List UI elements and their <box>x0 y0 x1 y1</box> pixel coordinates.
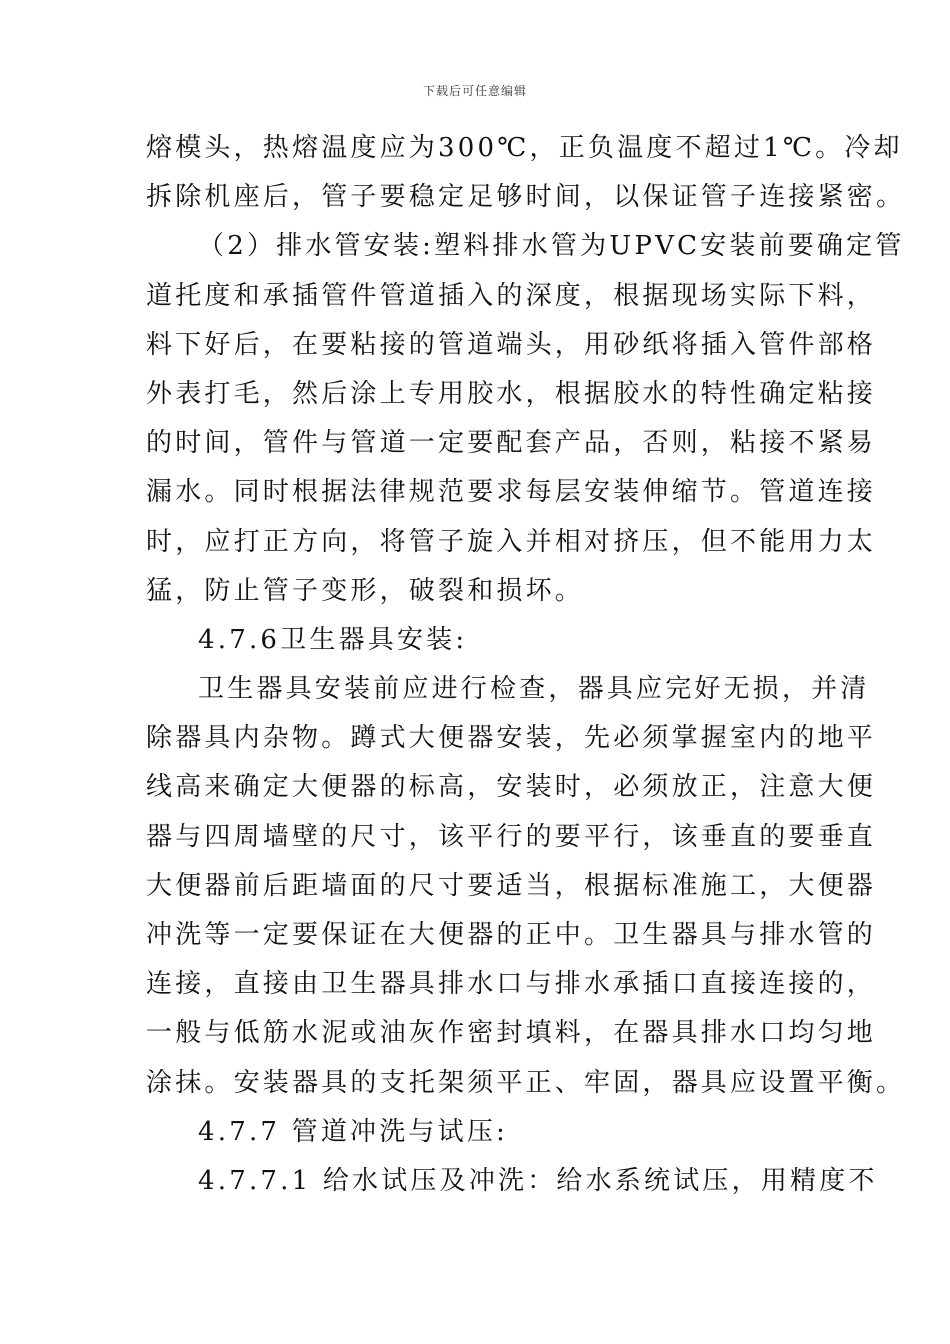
text-line: 除器具内杂物。蹲式大便器安装，先必须掌握室内的地平 <box>146 723 877 754</box>
text-line: 4.7.6卫生器具安装: <box>198 624 468 655</box>
text-line: 一般与低筋水泥或油灰作密封填料，在器具排水口均匀地 <box>146 1018 877 1049</box>
document-body <box>146 124 906 1206</box>
text-line: 的时间，管件与管道一定要配套产品，否则，粘接不紧易 <box>146 428 877 459</box>
text-line: 外表打毛，然后涂上专用胶水，根据胶水的特性确定粘接 <box>146 378 877 409</box>
text-line: 道托度和承插管件管道插入的深度，根据现场实际下料， <box>146 280 877 311</box>
text-line: 拆除机座后，管子要稳定足够时间，以保证管子连接紧密。 <box>146 182 906 213</box>
text-line: 熔模头，热熔温度应为300℃，正负温度不超过1℃。冷却 <box>146 133 903 163</box>
text-line: 冲洗等一定要保证在大便器的正中。卫生器具与排水管的 <box>146 920 877 950</box>
text-line: 猛，防止管子变形，破裂和损坏。 <box>146 575 585 606</box>
text-line: 漏水。同时根据法律规范要求每层安装伸缩节。管道连接 <box>146 477 877 508</box>
text-line: 卫生器具安装前应进行检查，器具应完好无损，并清 <box>198 674 870 705</box>
text-line: （2）排水管安装:塑料排水管为UPVC安装前要确定管 <box>198 231 905 262</box>
text-line: 时，应打正方向，将管子旋入并相对挤压，但不能用力太 <box>146 526 877 557</box>
text-line: 涂抹。安装器具的支托架须平正、牢固，器具应设置平衡。 <box>146 1067 906 1098</box>
text-line: 大便器前后距墙面的尺寸要适当，根据标准施工，大便器 <box>146 870 877 901</box>
text-line: 4.7.7 管道冲洗与试压: <box>198 1116 508 1147</box>
text-line: 器与四周墙壁的尺寸，该平行的要平行，该垂直的要垂直 <box>146 821 877 852</box>
text-line: 4.7.7.1 给水试压及冲洗：给水系统试压，用精度不 <box>198 1165 878 1196</box>
text-line: 线高来确定大便器的标高，安装时，必须放正，注意大便 <box>146 772 877 803</box>
text-line: 料下好后，在要粘接的管道端头，用砂纸将插入管件部格 <box>146 329 877 360</box>
page-header: 下载后可任意编辑 <box>422 84 527 98</box>
text-line: 连接，直接由卫生器具排水口与排水承插口直接连接的， <box>146 969 877 1000</box>
